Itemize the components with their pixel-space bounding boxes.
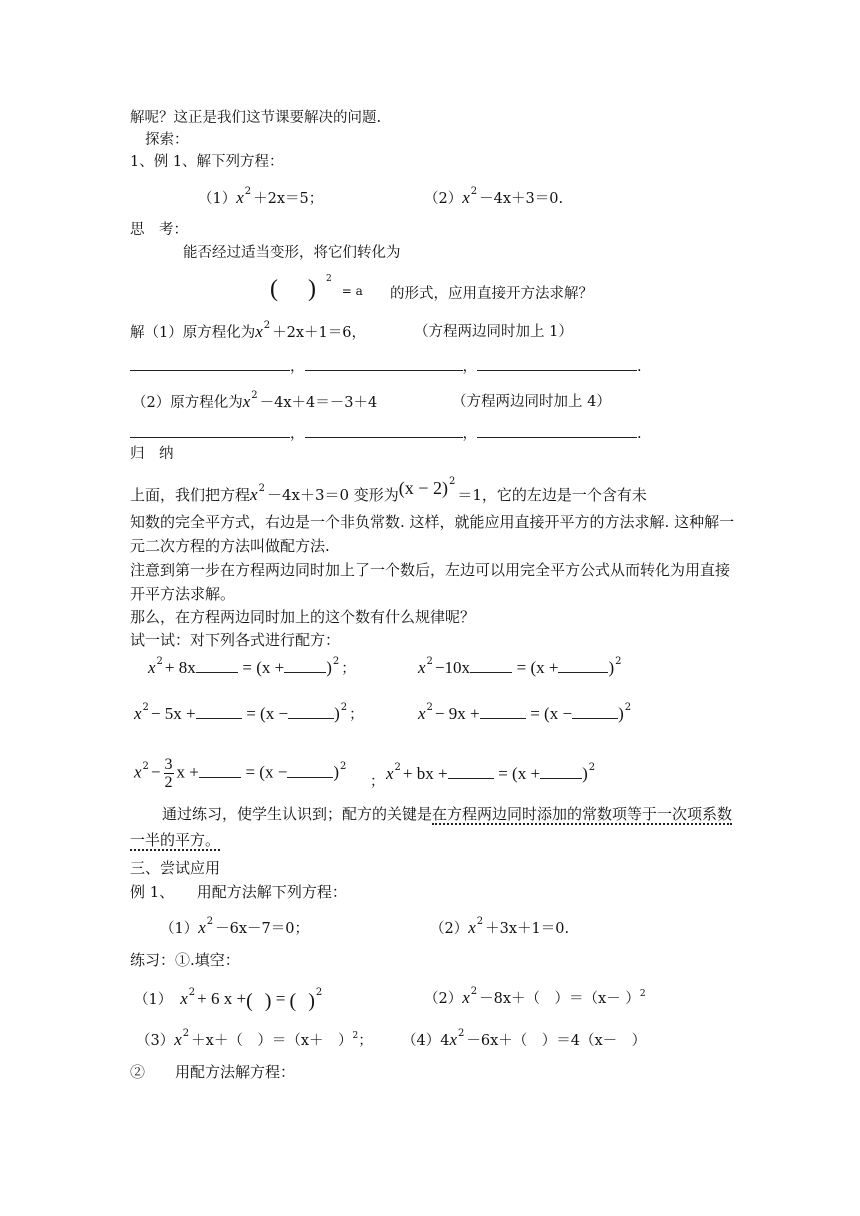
answer-blank[interactable] <box>288 704 334 719</box>
paragraph-line: 那么，在方程两边同时加上的这个数有什么规律呢？ <box>130 608 476 626</box>
exp: 2 <box>188 987 196 998</box>
text-line: 例 1、 用配方法解下列方程： <box>130 883 347 901</box>
text-line: 练习：①.填空： <box>130 951 240 969</box>
exp: 2 <box>448 476 456 487</box>
eq-number: （2） <box>424 191 463 207</box>
exp: 2 <box>426 656 433 667</box>
eq-number: （1） <box>160 921 199 937</box>
period: . <box>637 359 642 375</box>
solution-line <box>132 392 377 415</box>
exp: 2 <box>315 987 323 998</box>
formula: $x^2$ − $\frac{3}{2}$ x + = $(x - )^2$ <box>134 756 347 791</box>
expr: = (x − <box>246 704 289 723</box>
emphasis-text: 在方程两边同时添加的常数项等于一次项系数 <box>432 805 733 823</box>
bracket: ) <box>308 276 316 302</box>
semicolon: ； <box>341 661 356 677</box>
expr: + 8x <box>164 658 196 677</box>
exp: 2 <box>182 1028 190 1039</box>
var-x: x <box>386 764 394 783</box>
answer-blank[interactable] <box>477 423 637 438</box>
expr: = (x + <box>498 764 541 783</box>
eq-number: （1） <box>198 191 237 207</box>
eq-text: = a <box>341 284 363 298</box>
formula: $x^2 + 8x = (x + )^2$ ； <box>148 656 356 677</box>
period: . <box>637 426 642 442</box>
exp: 2 <box>251 390 258 401</box>
text: －4x＋3＝0 变形为 <box>266 486 399 504</box>
formula: $x^2 -10x = (x + )^2$ <box>418 656 622 677</box>
formula: $x^2$ + bx + = $(x + )^2$ <box>386 762 596 783</box>
semicolon: ； <box>349 707 364 723</box>
equation <box>198 188 323 211</box>
exp: 2 <box>588 762 596 773</box>
eq-number: （2） <box>424 991 463 1007</box>
denominator: 2 <box>164 774 173 791</box>
numerator: 3 <box>164 756 173 773</box>
equation <box>136 1030 373 1053</box>
paragraph-line: 注意到第一步在方程两边同时加上了一个数后，左边可以用完全平方公式从而转化为用直接 <box>130 561 731 579</box>
comma: ， <box>462 426 477 442</box>
expr: (x − 2) <box>398 478 448 498</box>
exp: 2 <box>639 989 646 999</box>
exp: 2 <box>426 702 433 713</box>
exp: 2 <box>332 656 340 667</box>
exp: 2 <box>142 702 149 713</box>
var-x: x <box>462 188 470 207</box>
expr: = (x + <box>516 658 559 677</box>
var-x: x <box>134 704 142 723</box>
paragraph-line: 元二次方程的方法叫做配方法. <box>130 537 330 555</box>
var-x: x <box>462 988 470 1007</box>
eq-text: －6x＋（ ）＝4（x－ ） <box>466 1033 647 1049</box>
eq-text: －8x＋（ ）＝（x－ ） <box>479 991 640 1007</box>
paragraph-line <box>162 804 732 824</box>
exp: 2 <box>340 702 348 713</box>
var-x: x <box>418 704 426 723</box>
equation <box>402 1030 646 1053</box>
section-heading: 归 纳 <box>130 446 174 462</box>
text: －4x＋4＝－3＋4 <box>259 395 378 411</box>
expr: = (x − <box>245 762 288 782</box>
text: 解（1）原方程化为 <box>130 325 256 341</box>
answer-blank[interactable] <box>287 763 333 778</box>
paragraph-line: 开平方法求解。 <box>130 585 236 603</box>
semicolon: ； <box>370 774 385 790</box>
var-x: x <box>418 658 426 677</box>
eq-text: ＋3x＋1＝0. <box>485 921 570 937</box>
var-x: x <box>174 1030 182 1049</box>
note: （方程两边同时加上 4） <box>452 394 611 410</box>
text: ＝1，它的左边是一个含有未 <box>457 486 647 504</box>
paragraph-line: 试一试：对下列各式进行配方： <box>130 631 341 649</box>
text-line: 解呢？这正是我们这节课要解决的问题. <box>130 110 382 126</box>
exp: 2 <box>624 702 632 713</box>
exp: 2 <box>352 1031 359 1041</box>
comma: ， <box>462 359 477 375</box>
var-x: x <box>134 762 142 782</box>
var-x: x <box>250 485 258 504</box>
var-x: x <box>180 989 188 1008</box>
eq-number: （2） <box>430 921 469 937</box>
exp: 2 <box>142 760 149 772</box>
var-x: x <box>198 918 206 937</box>
comma: ， <box>290 426 305 442</box>
expr: − 9x + <box>434 704 480 723</box>
eq-text: －6x－7＝0； <box>215 921 310 937</box>
formula: $x^2 - 5x$ + = $(x - )^2$ ； <box>134 702 364 723</box>
emphasis-text: 一半的平方。 <box>130 831 221 849</box>
answer-blank[interactable] <box>540 764 582 779</box>
exp: 2 <box>470 186 478 197</box>
formula: $x^2 - 9x$ + = $(x - )^2$ <box>418 702 632 723</box>
eq-number: （3） <box>136 1033 175 1049</box>
expr: −10x <box>434 658 471 677</box>
comma: ， <box>290 359 305 375</box>
fraction <box>164 756 174 791</box>
text-line: 思 考： <box>130 222 188 238</box>
exp: 2 <box>470 986 478 997</box>
exp: 2 <box>206 916 214 927</box>
var-x: x <box>236 188 244 207</box>
text: ＋2x＋1＝6， <box>272 325 367 341</box>
eq-text: ＋2x＝5； <box>253 191 324 207</box>
answer-blank[interactable] <box>470 658 512 673</box>
exp: 2 <box>244 186 252 197</box>
text-line: 能否经过适当变形，将它们转化为 <box>183 245 401 261</box>
answer-blank[interactable] <box>477 356 637 371</box>
exp: 2 <box>394 762 401 773</box>
expr: = (x − <box>530 704 573 723</box>
equation <box>424 188 563 211</box>
text-line: 1、例 1、解下列方程： <box>130 154 284 170</box>
text: 上面，我们把方程 <box>130 486 251 504</box>
paragraph-line <box>130 476 647 508</box>
answer-blank[interactable] <box>305 356 463 371</box>
exp: 2 <box>263 320 271 331</box>
text: （2）原方程化为 <box>132 395 243 411</box>
var-x: x <box>255 322 263 341</box>
blank-line <box>130 356 642 377</box>
answer-blank[interactable] <box>199 763 241 778</box>
text-line: 的形式，应用直接开方法求解？ <box>390 286 593 302</box>
blank-line <box>130 423 642 444</box>
var-x: x <box>449 1030 457 1049</box>
text: 通过练习，使学生认识到；配方的关键是 <box>162 805 433 823</box>
text-line: 探索： <box>145 132 189 148</box>
text-line: ② 用配方法解方程： <box>130 1063 296 1081</box>
answer-blank[interactable] <box>572 704 618 719</box>
answer-blank[interactable] <box>305 423 463 438</box>
equation <box>430 918 569 941</box>
paragraph-line: 知数的完全平方式，右边是一个非负常数. 这样，就能应用直接开平方的方法求解. 这种解一 <box>130 513 735 531</box>
var-x: x <box>242 392 251 411</box>
answer-blank[interactable] <box>448 764 494 779</box>
expr: = (x + <box>242 658 285 677</box>
exp: 2 <box>615 656 622 667</box>
form-expression <box>270 276 363 306</box>
exp: 2 <box>326 274 332 284</box>
exp: 2 <box>339 760 347 772</box>
section-heading: 三、尝试应用 <box>130 859 221 877</box>
answer-blank[interactable] <box>558 658 608 673</box>
eq-text: －4x＋3＝0. <box>479 191 564 207</box>
eq-text: ＋x＋（ ）＝（x＋ ） <box>191 1033 353 1049</box>
solution-line <box>130 322 366 345</box>
equation <box>424 988 646 1011</box>
answer-blank[interactable] <box>130 356 290 371</box>
answer-blank[interactable] <box>196 658 238 673</box>
answer-blank[interactable] <box>284 658 326 673</box>
var-x: x <box>148 658 156 677</box>
eq-number: （1） <box>134 992 173 1008</box>
expr: − 5x + <box>150 704 196 723</box>
expr: x + <box>176 762 199 782</box>
exp: 2 <box>258 483 265 494</box>
var-x: x <box>468 918 476 937</box>
equation <box>160 918 309 941</box>
answer-blank[interactable] <box>130 423 290 438</box>
note: （方程两边同时加上 1） <box>414 324 573 340</box>
exp: 2 <box>476 916 484 927</box>
equation: （1） $x^2 + 6$ x +( ) = ( )$^2$ <box>134 987 323 1012</box>
bracket: ( <box>270 276 278 302</box>
exp: 2 <box>156 656 163 667</box>
answer-blank[interactable] <box>196 704 242 719</box>
expr: + 6 x + <box>197 989 247 1008</box>
expr: + bx + <box>402 764 448 783</box>
answer-blank[interactable] <box>480 704 526 719</box>
eq-number: （4）4 <box>402 1033 450 1049</box>
semicolon: ； <box>358 1033 373 1049</box>
exp: 2 <box>458 1028 465 1039</box>
paragraph-line <box>130 830 220 850</box>
